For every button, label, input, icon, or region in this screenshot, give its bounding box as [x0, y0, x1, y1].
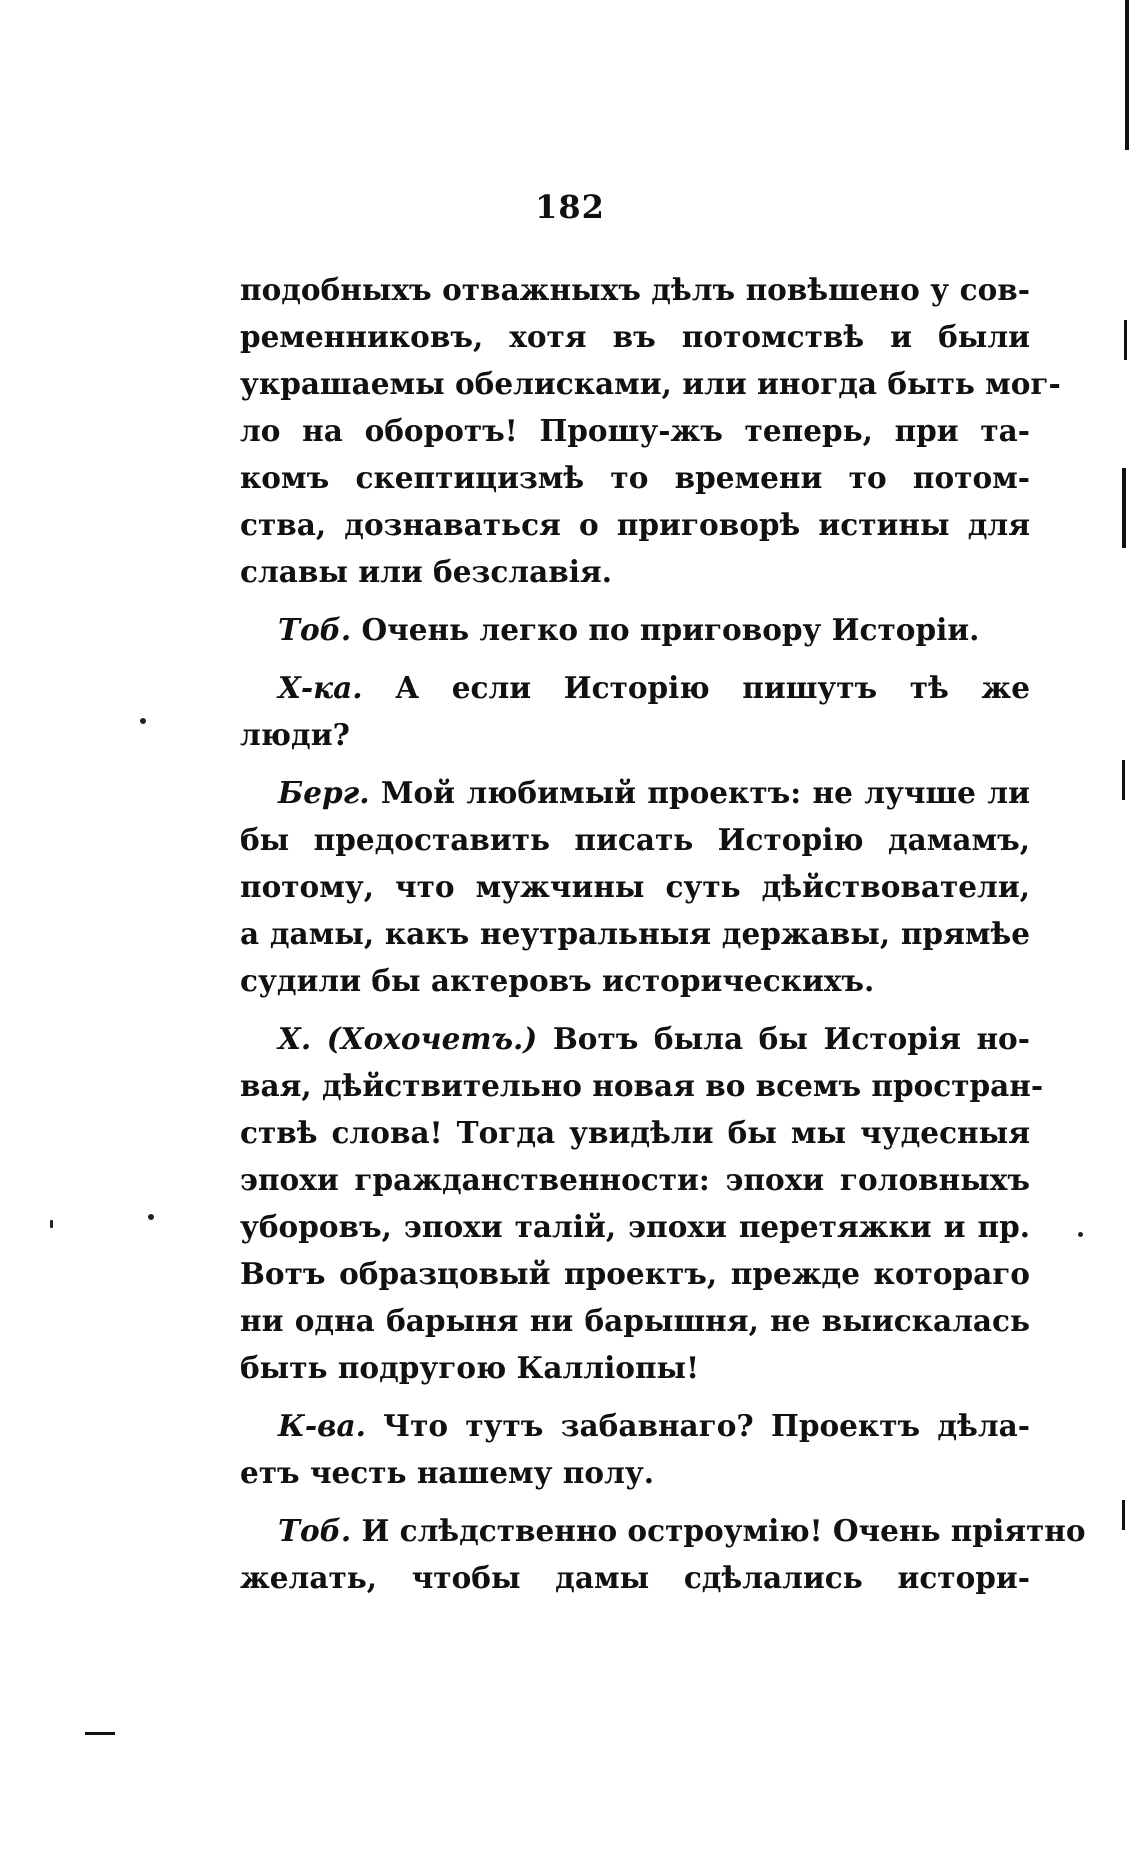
text-line: [240, 1402, 1030, 1449]
speaker-name: Тоб.: [278, 1513, 352, 1548]
scan-edge-line: [1122, 1500, 1125, 1530]
page-number: 182: [535, 188, 605, 226]
text-line: ства, дознаваться о приговорѣ истины для: [240, 507, 1030, 542]
text-line: [240, 1507, 1086, 1554]
speech-text: Очень легко по приговору Исторіи.: [361, 612, 980, 647]
text-line: уборовъ, эпохи талій, эпохи перетяжки и пр.: [240, 1209, 1030, 1244]
text-line: ствѣ слова! Тогда увидѣли бы мы чудесныя: [240, 1115, 1030, 1150]
dialogue-paragraph: [240, 1402, 1030, 1496]
dialogue-paragraph: [240, 769, 1030, 1004]
text-line: комъ скептицизмѣ то времени то потом-: [240, 460, 1030, 495]
text-line: а дамы, какъ неутральныя державы, прямѣе: [240, 916, 1030, 951]
scan-speck: [140, 718, 146, 724]
speaker-name: Берг.: [278, 775, 370, 810]
text-line: быть подругою Калліопы!: [240, 1350, 700, 1385]
speech-text: И слѣдственно остроумію! Очень пріятно: [361, 1513, 1086, 1548]
text-line: ни одна барыня ни барышня, не выискалась: [240, 1303, 1030, 1338]
speech-text: Мой любимый проектъ: не лучше ли: [380, 775, 1030, 810]
text-line: [240, 606, 1030, 653]
speech-text: Что тутъ забавнаго? Проектъ дѣла-: [383, 1408, 1030, 1443]
text-line: Вотъ образцовый проектъ, прежде котораго: [240, 1256, 1030, 1291]
text-line: [240, 1015, 1030, 1062]
scan-speck: [148, 1214, 154, 1220]
speaker-name: К-ва.: [278, 1408, 366, 1443]
text-line: ло на оборотъ! Прошу-жъ теперь, при та-: [240, 413, 1030, 448]
scan-margin-dash: [85, 1732, 115, 1735]
text-line: [240, 769, 1030, 816]
text-line: украшаемы обелисками, или иногда быть мог-: [240, 366, 1061, 401]
speaker-name: Х. (Хохочетъ.): [278, 1021, 538, 1056]
scan-edge-line: [1122, 468, 1126, 548]
text-line: желать, чтобы дамы сдѣлались истори-: [240, 1560, 1030, 1595]
speech-text: А если Исторію пишутъ тѣ же: [395, 670, 1030, 705]
scan-edge-line: [1122, 760, 1125, 800]
dialogue-paragraph: [240, 664, 1030, 758]
speech-text: Вотъ была бы Исторія но-: [552, 1021, 1030, 1056]
dialogue-paragraph: [240, 1507, 1086, 1601]
text-line: подобныхъ отважныхъ дѣлъ повѣшено у сов-: [240, 272, 1030, 307]
scan-edge-line: [1124, 320, 1127, 360]
text-line: [240, 664, 1030, 711]
text-line: потому, что мужчины суть дѣйствователи,: [240, 869, 1030, 904]
scan-speck: [1078, 1232, 1083, 1237]
text-line: бы предоставить писать Исторію дамамъ,: [240, 822, 1030, 857]
text-line: вая, дѣйствительно новая во всемъ простран-: [240, 1068, 1044, 1103]
scan-edge-line: [1125, 0, 1129, 150]
text-line: люди?: [240, 717, 350, 752]
paragraph: [240, 266, 1061, 595]
speaker-name: Тоб.: [278, 612, 352, 647]
dialogue-paragraph: [240, 1015, 1044, 1391]
scan-speck: [50, 1220, 53, 1228]
speaker-name: Х-ка.: [278, 670, 363, 705]
body-text: [240, 266, 1086, 1612]
text-line: етъ честь нашему полу.: [240, 1455, 655, 1490]
text-line: славы или безславія.: [240, 554, 612, 589]
text-line: ременниковъ, хотя въ потомствѣ и были: [240, 319, 1030, 354]
dialogue-paragraph: [240, 606, 1030, 653]
text-line: судили бы актеровъ историческихъ.: [240, 963, 875, 998]
text-line: эпохи гражданственности: эпохи головныхъ: [240, 1162, 1030, 1197]
